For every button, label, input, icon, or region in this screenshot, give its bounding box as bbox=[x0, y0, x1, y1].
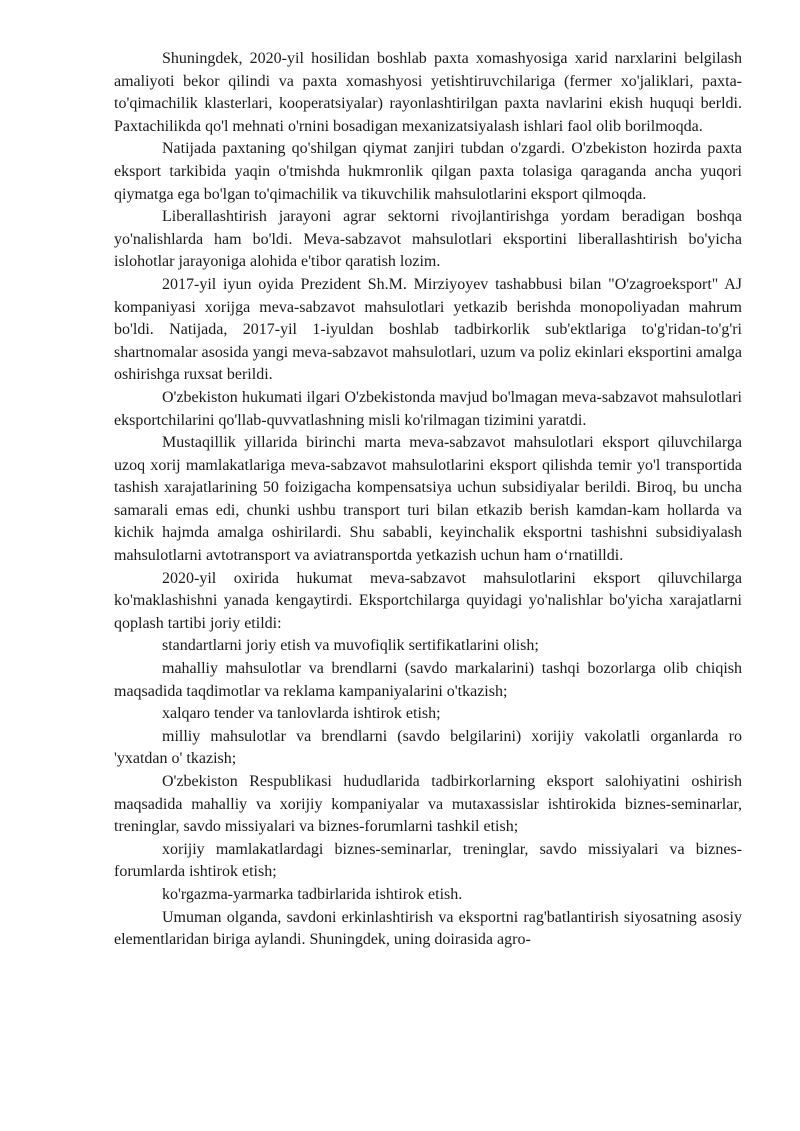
list-item: ko'rgazma-yarmarka tadbirlarida ishtirok etish. bbox=[162, 885, 463, 903]
list-item: O'zbekiston Respublikasi hududlarida tadbirkorlarning eksport salohiyatini oshirish maqsadida mahalliy va xorijiy kompaniyalar va mutaxassislar ishtirokida biznes-seminarlar, treninglar, savdo missiyalari va biznes-forumlarni tashkil etish; bbox=[114, 773, 742, 836]
paragraph: Natijada paxtaning qo'shilgan qiymat zanjiri tubdan o'zgardi. O'zbekiston hozirda paxta eksport tarkibida yaqin o'tmishda hukmronlik qilgan paxta tolasiga qaraganda ancha yuqori qiymatga ega bo'lgan to'qimachilik va tikuvchilik mahsulotlarini eksport qilmoqda. bbox=[114, 140, 742, 203]
list-item: xorijiy mamlakatlardagi biznes-seminarlar, treninglar, savdo missiyalari va biznes-forumlarda ishtirok etish; bbox=[114, 840, 742, 881]
paragraph: Shuningdek, 2020-yil hosilidan boshlab paxta xomashyosiga xarid narxlarini belgilash amaliyoti bekor qilindi va paxta xomashyosi yetishtiruvchilariga (fermer xo'jaliklari, paxta-to'qimachilik klasterlari, kooperatsiyalar) rayonlashtirilgan paxta navlarini ekish huquqi berldi. Paxtachilikda qo'l mehnati o'rnini bosadigan mexanizatsiyalash ishlari faol olib borilmoqda. bbox=[114, 50, 742, 135]
list-item: milliy mahsulotlar va brendlarni (savdo belgilarini) xorijiy vakolatli organlarda ro 'yxatdan o' tkazish; bbox=[114, 727, 742, 768]
list-item: xalqaro tender va tanlovlarda ishtirok etish; bbox=[162, 705, 441, 723]
paragraph: O'zbekiston hukumati ilgari O'zbekistonda mavjud bo'lmagan meva-sabzavot mahsulotlari eksportchilarini qo'llab-quvvatlashning misli ko'rilmagan tizimini yaratdi. bbox=[114, 388, 742, 429]
paragraph: 2017-yil iyun oyida Prezident Sh.M. Mirziyoyev tashabbusi bilan "O'zagroeksport" AJ kompaniyasi xorijga meva-sabzavot mahsulotlari yetkazib berishda monopoliyadan mahrum bo'ldi. Natijada, 2017-yil 1-iyuldan boshlab tadbirkorlik sub'ektlariga to'g'ridan-to'g'ri shartnomalar asosida yangi meva-sabzavot mahsulotlari, uzum va poliz ekinlari eksportini amalga oshirishga ruxsat berildi. bbox=[114, 275, 742, 384]
paragraph: 2020-yil oxirida hukumat meva-sabzavot mahsulotlarini eksport qiluvchilarga ko'maklashishni yanada kengaytirdi. Eksportchilarga quyidagi yo'nalishlar bo'yicha xarajatlarni qoplash tartibi joriy etildi: bbox=[114, 569, 742, 632]
paragraph: Mustaqillik yillarida birinchi marta meva-sabzavot mahsulotlari eksport qiluvchilarga uzoq xorij mamlakatlariga meva-sabzavot mahsulotlarini eksport qilishda temir yo'l transportida tashish xarajatlarining 50 foizigacha kompensatsiya uchun subsidiyalar berildi. Biroq, bu uncha samarali emas edi, chunki ushbu transport turi bilan etkazib berish kamdan-kam hollarda va kichik hajmda amalga oshirilardi. Shu sababli, keyinchalik eksportni tashishni subsidiyalash mahsulotlarni avtotransport va aviatransportda yetkazish uchun ham o‘rnatilldi. bbox=[114, 434, 742, 565]
list-item: standartlarni joriy etish va muvofiqlik sertifikatlarini olish; bbox=[162, 637, 539, 655]
paragraph: Liberallashtirish jarayoni agrar sektorni rivojlantirishga yordam beradigan boshqa yo'nalishlarda ham bo'ldi. Meva-sabzavot mahsulotlari eksportini liberallashtirish bo'yicha islohotlar jarayoniga alohida e'tibor qaratish lozim. bbox=[114, 208, 742, 271]
list-item: mahalliy mahsulotlar va brendlarni (savdo markalarini) tashqi bozorlarga olib chiqish maqsadida taqdimotlar va reklama kampaniyalarini o'tkazish; bbox=[114, 660, 742, 700]
document-page bbox=[114, 48, 742, 952]
paragraph: Umuman olganda, savdoni erkinlashtirish va eksportni rag'batlantirish siyosatning asosiy elementlaridan biriga aylandi. Shuningdek, uning doirasida agro- bbox=[114, 908, 742, 949]
